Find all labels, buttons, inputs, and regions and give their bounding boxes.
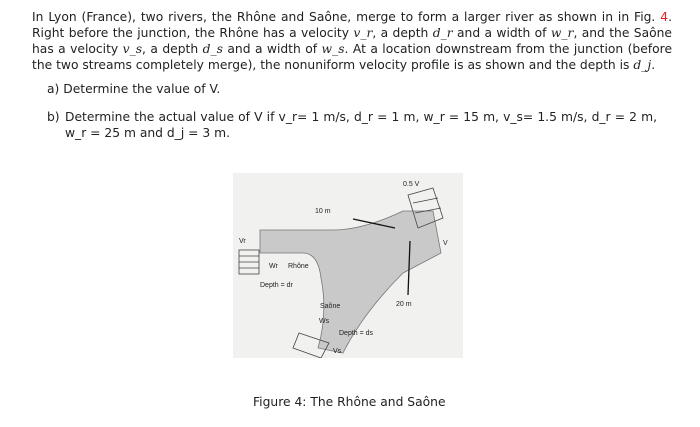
label-half-v: 0.5 V — [403, 181, 420, 188]
river-junction-figure — [233, 173, 463, 358]
figure-caption: Figure 4: The Rhône and Saône — [253, 395, 446, 409]
label-vr: Vr — [239, 238, 246, 245]
label-vs: Vs — [333, 348, 342, 355]
label-wr: Wr — [269, 263, 278, 270]
problem-statement: In Lyon (France), two rivers, the Rhône and Saône, merge to form a larger river as shown in in Fig. 4. Right before the junction, the Rhône has a velocity v_r, a depth d_r and a width of w_r, and the Saône has a velocity v_s, a depth d_s and a width of w_s. At a location downstream from the junction (before the two streams completely merge), the nonuniform velocity profile is as shown and the depth is d_j. — [32, 10, 673, 72]
label-10m: 10 m — [315, 208, 331, 215]
label-20m: 20 m — [396, 301, 412, 308]
label-rhone: Rhône — [288, 263, 309, 270]
label-v: V — [443, 240, 448, 247]
label-depth-s: Depth = ds — [339, 330, 374, 337]
label-ws: Ws — [319, 318, 330, 325]
question-a: a) Determine the value of V. — [47, 82, 221, 96]
question-b: b) Determine the actual value of V if v_r= 1 m/s, d_r = 1 m, w_r = 15 m, v_s= 1.5 m/s, d_r = 2 m, w_r = 25 m and d_j = 3 m. — [47, 110, 657, 140]
figure-link[interactable]: 4 — [660, 10, 669, 24]
label-depth-r: Depth = dr — [260, 282, 293, 289]
label-saone: Saône — [320, 303, 341, 310]
